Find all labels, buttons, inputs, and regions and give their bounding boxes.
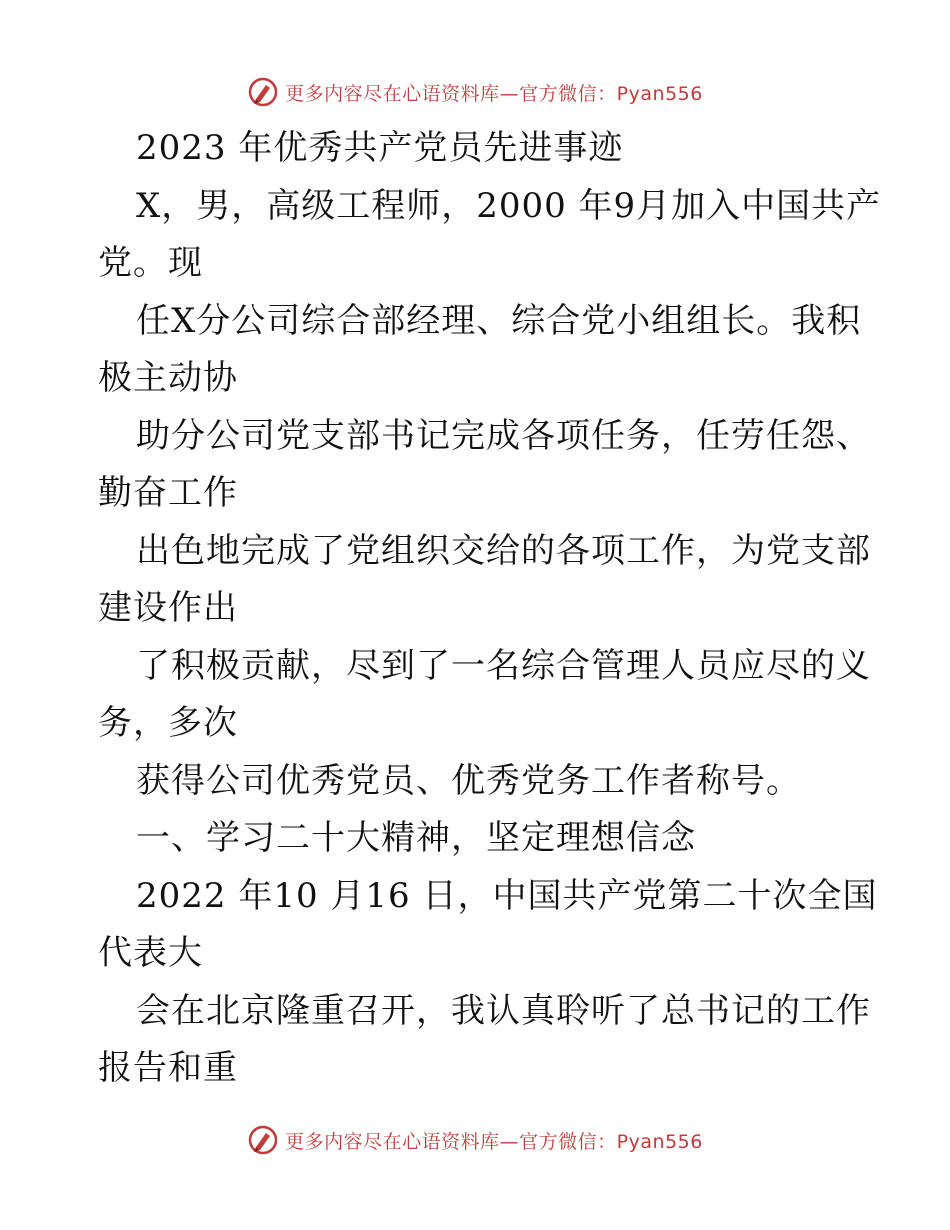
document-line: 极主动协 <box>98 358 238 398</box>
document-line: 会在北京隆重召开，我认真聆听了总书记的工作 <box>136 990 871 1031</box>
header-wechat-text: 官方微信：Pyan556 <box>519 82 703 105</box>
document-body <box>98 120 882 1098</box>
document-line: 建设作出 <box>98 588 238 628</box>
document-title: 2023 年优秀共产党员先进事迹 <box>136 128 624 168</box>
document-line: X，男，高级工程师，2000 年9月加入中国共产 <box>136 185 882 226</box>
pen-logo-icon <box>247 76 279 108</box>
footer-banner-text <box>285 1127 703 1154</box>
document-line: 了积极贡献，尽到了一名综合管理人员应尽的义 <box>136 645 871 686</box>
footer-brand-text: 更多内容尽在心语资料库 <box>285 1130 500 1153</box>
section-heading: 一、学习二十大精神，坚定理想信念 <box>136 818 696 858</box>
footer-separator: — <box>499 1130 520 1153</box>
header-banner-text <box>285 79 703 106</box>
document-line: 代表大 <box>98 933 203 973</box>
header-banner-content <box>247 76 703 108</box>
document-line: 报告和重 <box>98 1048 238 1088</box>
footer-banner <box>0 1120 950 1160</box>
document-line: 2022 年10 月16 日，中国共产党第二十次全国 <box>136 875 878 916</box>
document-line: 获得公司优秀党员、优秀党务工作者称号。 <box>136 760 801 801</box>
document-line: 勤奋工作 <box>98 473 238 513</box>
document-line: 助分公司党支部书记完成各项任务，任劳任怨、 <box>136 415 871 456</box>
document-line: 党。现 <box>98 243 203 283</box>
document-line: 出色地完成了党组织交给的各项工作，为党支部 <box>136 530 871 571</box>
footer-banner-content <box>247 1124 703 1156</box>
header-brand-text: 更多内容尽在心语资料库 <box>285 82 500 105</box>
header-banner <box>0 72 950 112</box>
footer-wechat-text: 官方微信：Pyan556 <box>519 1130 703 1153</box>
pen-logo-icon <box>247 1124 279 1156</box>
document-line: 任X分公司综合部经理、综合党小组组长。我积 <box>136 300 862 341</box>
header-separator: — <box>499 82 520 105</box>
document-line: 务，多次 <box>98 703 238 743</box>
